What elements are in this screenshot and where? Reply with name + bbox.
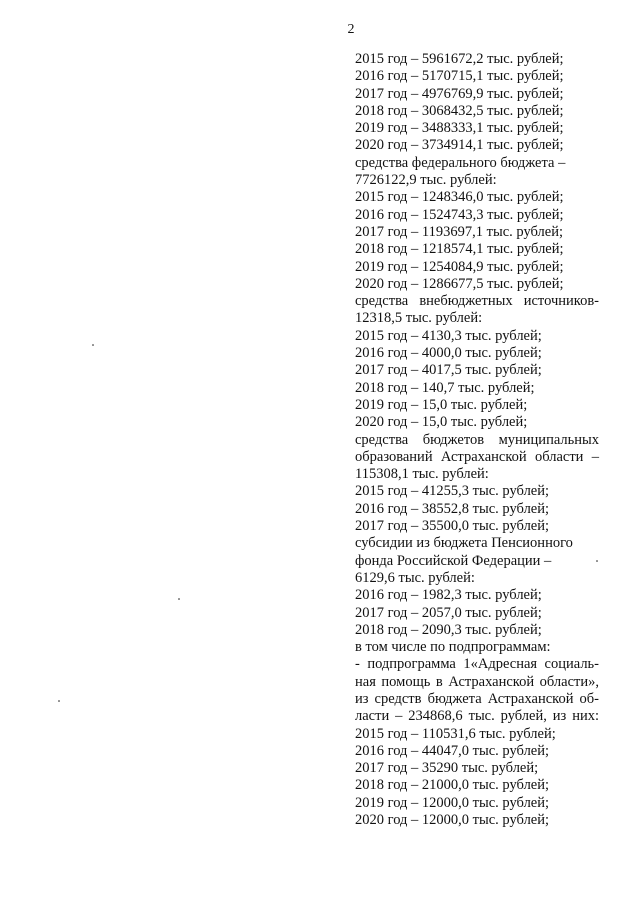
text-line: 2016 год – 5170715,1 тыс. рублей; <box>355 68 564 85</box>
text-line: 2015 год – 110531,6 тыс. рублей; <box>355 725 556 742</box>
text-line: 7726122,9 тыс. рублей: <box>355 172 497 189</box>
text-line: из средств бюджета Астраханской об- <box>355 690 599 707</box>
text-line: 2015 год – 5961672,2 тыс. рублей; <box>355 51 564 67</box>
text-line: ная помощь в Астраханской области», <box>355 673 599 690</box>
text-line: 2016 год – 1524743,3 тыс. рублей; <box>355 206 564 223</box>
text-line: образований Астраханской области – <box>355 448 599 465</box>
text-line: 2020 год – 12000,0 тыс. рублей; <box>355 812 550 829</box>
document-body <box>355 51 599 829</box>
text-line: 2018 год – 140,7 тыс. рублей; <box>355 379 535 396</box>
text-line: 12318,5 тыс. рублей: <box>355 310 483 327</box>
text-line: субсидии из бюджета Пенсионного <box>355 535 573 552</box>
text-line: 2017 год – 35290 тыс. рублей; <box>355 760 539 777</box>
text-line: 2016 год – 38552,8 тыс. рублей; <box>355 500 550 517</box>
text-line: 2020 год – 1286677,5 тыс. рублей; <box>355 275 564 292</box>
text-line: 2016 год – 44047,0 тыс. рублей; <box>355 742 550 759</box>
text-line: 2015 год – 1248346,0 тыс. рублей; <box>355 189 564 206</box>
text-line: в том числе по подпрограммам: <box>355 639 551 656</box>
text-line: средства внебюджетных источников- <box>355 293 599 310</box>
text-line: 2017 год – 1193697,1 тыс. рублей; <box>355 223 563 240</box>
text-line: 2019 год – 1254084,9 тыс. рублей; <box>355 258 564 275</box>
text-line: 2019 год – 12000,0 тыс. рублей; <box>355 794 550 811</box>
text-line: 2018 год – 21000,0 тыс. рублей; <box>355 777 550 794</box>
scan-speck <box>596 560 598 562</box>
text-line: 2016 год – 1982,3 тыс. рублей; <box>355 587 542 604</box>
text-line: средства бюджетов муниципальных <box>355 431 599 448</box>
text-line: 2017 год – 4976769,9 тыс. рублей; <box>355 85 564 102</box>
text-line: 2018 год – 3068432,5 тыс. рублей; <box>355 102 564 119</box>
text-line: 2019 год – 3488333,1 тыс. рублей; <box>355 120 564 137</box>
page-number: 2 <box>347 22 355 37</box>
text-line: 115308,1 тыс. рублей: <box>355 466 489 483</box>
text-line: 2017 год – 2057,0 тыс. рублей; <box>355 604 542 621</box>
text-line: 6129,6 тыс. рублей: <box>355 569 475 586</box>
text-line: 2018 год – 1218574,1 тыс. рублей; <box>355 241 564 258</box>
text-line: 2020 год – 15,0 тыс. рублей; <box>355 414 528 431</box>
text-line: фонда Российской Федерации – <box>355 552 552 569</box>
scan-speck <box>178 598 180 600</box>
text-line: 2020 год – 3734914,1 тыс. рублей; <box>355 137 564 154</box>
text-line: средства федерального бюджета – <box>355 154 566 171</box>
text-line: 2015 год – 41255,3 тыс. рублей; <box>355 483 550 500</box>
text-line: 2017 год – 4017,5 тыс. рублей; <box>355 362 542 379</box>
text-line: 2018 год – 2090,3 тыс. рублей; <box>355 621 542 638</box>
scan-speck <box>58 700 60 702</box>
text-line: - подпрограмма 1«Адресная социаль- <box>355 656 599 673</box>
text-line: 2016 год – 4000,0 тыс. рублей; <box>355 345 542 362</box>
text-line: 2019 год – 15,0 тыс. рублей; <box>355 396 528 413</box>
text-line: 2015 год – 4130,3 тыс. рублей; <box>355 327 542 344</box>
scan-speck <box>92 344 94 346</box>
text-line: ласти – 234868,6 тыс. рублей, из них: <box>355 708 599 725</box>
text-line: 2017 год – 35500,0 тыс. рублей; <box>355 518 550 535</box>
